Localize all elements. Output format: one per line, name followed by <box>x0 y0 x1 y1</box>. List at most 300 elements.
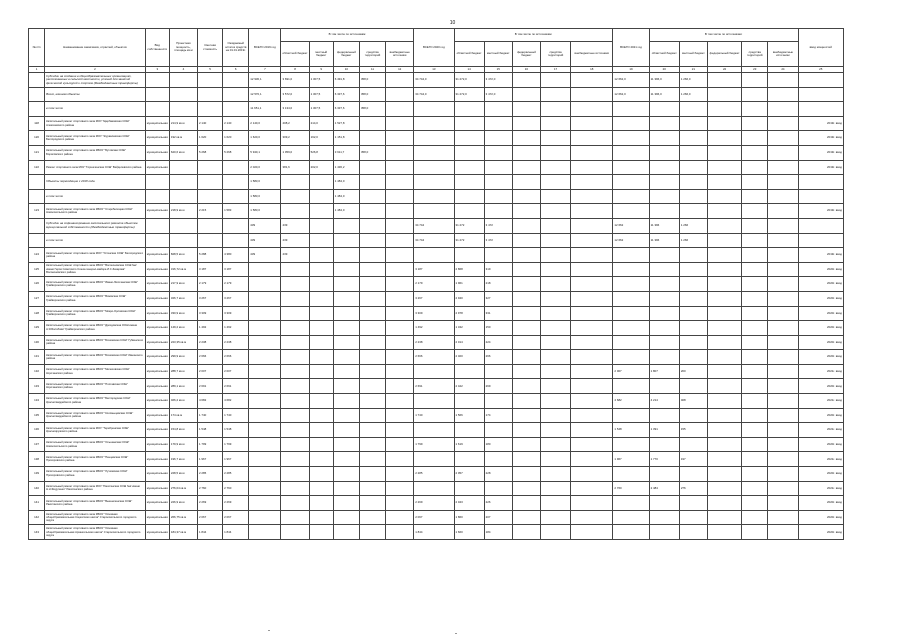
value-cell <box>679 379 707 394</box>
value-cell <box>454 364 484 379</box>
value-cell: 214,9 кв.м <box>169 116 197 131</box>
value-cell: 1 548 <box>198 423 223 438</box>
value-cell: 200 <box>679 364 707 379</box>
value-cell <box>359 277 385 292</box>
commission-cell: 2021г. ввод <box>798 394 843 409</box>
value-cell <box>223 218 249 233</box>
value-cell <box>249 291 281 306</box>
table-row <box>29 350 844 365</box>
group-2021-header: В том числе по источникам: <box>649 29 798 42</box>
object-name-cell: Капитальный ремонт спортивного зала МБОУ "Белгородская СОШ" Красногвардейского района <box>45 394 146 409</box>
value-cell <box>649 335 679 350</box>
col-num-header: № п/п <box>29 29 45 67</box>
value-cell <box>707 481 741 496</box>
value-cell: 1 799 <box>198 437 223 452</box>
value-cell <box>742 394 768 409</box>
value-cell <box>649 321 679 336</box>
value-cell <box>742 408 768 423</box>
value-cell: 2 691 <box>414 379 454 394</box>
ownership-cell: муниципальная <box>145 379 169 394</box>
object-name-cell: в том числе <box>45 102 146 117</box>
value-cell <box>679 408 707 423</box>
value-cell <box>281 481 309 496</box>
value-cell <box>386 277 414 292</box>
value-cell: 1 860 <box>454 510 484 525</box>
value-cell <box>768 496 798 511</box>
value-cell: 358,0 <box>359 73 385 88</box>
value-cell <box>571 467 613 482</box>
value-cell <box>742 525 768 540</box>
value-cell <box>309 335 333 350</box>
value-cell: 1 307,5 <box>309 73 333 88</box>
value-cell <box>613 131 649 146</box>
value-cell <box>386 496 414 511</box>
value-cell <box>707 291 741 306</box>
value-cell <box>540 364 570 379</box>
value-cell <box>333 437 359 452</box>
value-cell: 408,2 <box>281 116 309 131</box>
value-cell <box>414 204 454 219</box>
value-cell <box>571 73 613 88</box>
value-cell <box>386 248 414 263</box>
value-cell: 3 187 <box>414 262 454 277</box>
value-cell <box>679 321 707 336</box>
section-row <box>29 233 844 248</box>
value-cell: 155 <box>679 423 707 438</box>
object-name-cell: Капитальный ремонт спортивного зала МБОУ "Вышнепенская СОШ" Ракитянского района <box>45 496 146 511</box>
value-cell <box>249 379 281 394</box>
ownership-cell: муниципальная <box>145 350 169 365</box>
value-cell <box>386 87 414 102</box>
value-cell <box>359 437 385 452</box>
value-cell <box>281 262 309 277</box>
value-cell <box>249 423 281 438</box>
column-number-cell: 15 <box>484 67 512 73</box>
value-cell: 12 662 <box>613 233 649 248</box>
value-cell <box>571 496 613 511</box>
value-cell <box>359 481 385 496</box>
object-name-cell: Капитальный ремонт спортивного зала МБОУ "Ивано-Лисичанская СОШ" Грайворонского района <box>45 277 146 292</box>
value-cell <box>571 423 613 438</box>
value-cell <box>333 525 359 540</box>
value-cell <box>249 437 281 452</box>
value-cell <box>512 248 540 263</box>
value-cell <box>707 394 741 409</box>
value-cell: 439 <box>249 233 281 248</box>
commission-cell: 2020г. ввод <box>798 262 843 277</box>
value-cell: 2 215 <box>198 204 223 219</box>
value-cell: 4 682 <box>223 394 249 409</box>
ownership-cell: муниципальная <box>145 116 169 131</box>
value-cell <box>414 189 454 204</box>
value-cell <box>571 408 613 423</box>
value-cell <box>281 291 309 306</box>
value-cell <box>414 423 454 438</box>
ownership-cell: муниципальная <box>145 423 169 438</box>
value-cell <box>309 291 333 306</box>
value-cell <box>454 175 484 190</box>
value-cell <box>707 379 741 394</box>
value-cell: 309,2 <box>281 131 309 146</box>
value-cell <box>707 204 741 219</box>
row-number-cell: 129 <box>29 321 45 336</box>
value-cell <box>359 189 385 204</box>
value-cell <box>333 364 359 379</box>
value-cell: 1 799 <box>414 437 454 452</box>
value-cell: 439 <box>281 218 309 233</box>
ownership-cell: муниципальная <box>145 496 169 511</box>
value-cell <box>309 218 333 233</box>
value-cell <box>249 277 281 292</box>
table-row <box>29 481 844 496</box>
col-total-2019-header: ВСЕГО 2019 год <box>249 29 281 67</box>
value-cell <box>649 277 679 292</box>
value-cell: 2 238 <box>414 335 454 350</box>
value-cell: 3 309 <box>414 306 454 321</box>
value-cell: 1 059,0 <box>281 145 309 160</box>
value-cell <box>484 175 512 190</box>
value-cell <box>333 233 359 248</box>
value-cell: 2 760 <box>613 481 649 496</box>
commission-cell: 2020г. ввод <box>798 350 843 365</box>
value-cell <box>613 335 649 350</box>
value-cell <box>484 131 512 146</box>
value-cell <box>540 87 570 102</box>
value-cell: 276,04 кв.м <box>169 481 197 496</box>
value-cell <box>742 437 768 452</box>
page-number: 10 <box>449 20 456 26</box>
value-cell: 1 391 <box>649 423 679 438</box>
value-cell: 331 <box>484 306 512 321</box>
value-cell <box>454 116 484 131</box>
value-cell: 6 337,6 <box>333 87 359 102</box>
value-cell: 358,0 <box>359 145 385 160</box>
value-cell <box>768 423 798 438</box>
value-cell <box>540 408 570 423</box>
section-row <box>29 218 844 233</box>
value-cell: 330,9 кв.м <box>169 306 197 321</box>
value-cell: 6 337,6 <box>333 102 359 117</box>
value-cell <box>707 160 741 175</box>
value-cell <box>249 510 281 525</box>
value-cell: 2 760 <box>223 481 249 496</box>
value-cell <box>679 525 707 540</box>
column-number-cell: 18 <box>571 67 613 73</box>
value-cell: 2 400 <box>454 350 484 365</box>
value-cell: 358,0 <box>359 102 385 117</box>
ownership-cell <box>145 189 169 204</box>
value-cell <box>742 218 768 233</box>
value-cell: 1 660 <box>454 525 484 540</box>
value-cell <box>540 379 570 394</box>
value-cell <box>512 437 540 452</box>
value-cell <box>512 335 540 350</box>
value-cell <box>540 102 570 117</box>
section-row <box>29 175 844 190</box>
value-cell <box>613 175 649 190</box>
value-cell <box>386 481 414 496</box>
value-cell <box>707 496 741 511</box>
value-cell <box>613 467 649 482</box>
value-cell <box>613 437 649 452</box>
object-name-cell: Капитальный ремонт спортивного зала МОУ "Теребренская СОШ" Краснояружского района <box>45 423 146 438</box>
value-cell <box>309 248 333 263</box>
value-cell: 179,9 кв.м <box>169 437 197 452</box>
col-total-2021-header: ВСЕГО 2021 год <box>613 29 649 67</box>
budget-table <box>28 28 844 540</box>
value-cell: 319 <box>484 262 512 277</box>
value-cell <box>309 394 333 409</box>
value-cell <box>512 189 540 204</box>
value-cell <box>540 452 570 467</box>
commission-cell: 2020г. ввод <box>798 510 843 525</box>
ownership-cell: муниципальная <box>145 204 169 219</box>
ownership-cell: муниципальная <box>145 394 169 409</box>
ownership-cell: муниципальная <box>145 525 169 540</box>
value-cell <box>333 481 359 496</box>
value-cell <box>414 452 454 467</box>
value-cell <box>768 481 798 496</box>
group-2019-header: В том числе по источникам: <box>281 29 414 42</box>
value-cell: 1 620,0 <box>249 131 281 146</box>
value-cell: 1 527,8 <box>333 116 359 131</box>
value-cell <box>540 437 570 452</box>
object-name-cell: Капитальный ремонт спортивного зала МБОУ "Ольшанская ООШ" Новооскольского района <box>45 437 146 452</box>
value-cell <box>223 189 249 204</box>
value-cell <box>742 204 768 219</box>
value-cell <box>386 321 414 336</box>
value-cell <box>571 452 613 467</box>
value-cell: 226 <box>484 496 512 511</box>
value-cell <box>571 131 613 146</box>
commission-cell: 2020г. ввод <box>798 408 843 423</box>
value-cell <box>512 452 540 467</box>
ownership-cell: муниципальная <box>145 248 169 263</box>
value-cell <box>309 321 333 336</box>
column-number-cell: 21 <box>679 67 707 73</box>
value-cell <box>571 525 613 540</box>
table-row <box>29 394 844 409</box>
value-cell: 1 436,2 <box>333 160 359 175</box>
value-cell <box>540 335 570 350</box>
value-cell <box>359 510 385 525</box>
ownership-cell <box>145 233 169 248</box>
value-cell: 12 930,1 <box>249 73 281 88</box>
row-number-cell: 128 <box>29 306 45 321</box>
value-cell <box>359 321 385 336</box>
value-cell <box>540 510 570 525</box>
value-cell <box>768 116 798 131</box>
value-cell <box>414 394 454 409</box>
table-row <box>29 131 844 146</box>
ownership-cell: муниципальная <box>145 408 169 423</box>
commission-cell: 2020г. ввод <box>798 335 843 350</box>
value-cell <box>512 277 540 292</box>
value-cell <box>742 496 768 511</box>
value-cell: 192 кв.м <box>169 131 197 146</box>
value-cell <box>249 481 281 496</box>
value-cell: 439 <box>249 248 281 263</box>
object-name-cell: Капитальный ремонт спортивного зала МБОУ "Мелеховская СОШ" Корочанского района <box>45 364 146 379</box>
value-cell <box>768 394 798 409</box>
value-cell <box>333 379 359 394</box>
value-cell <box>707 277 741 292</box>
col-cost-header: Сметная стоимость <box>198 29 223 67</box>
section-row <box>29 73 844 88</box>
value-cell <box>454 423 484 438</box>
value-cell: 1 484,0 <box>333 175 359 190</box>
value-cell <box>707 102 741 117</box>
value-cell <box>742 262 768 277</box>
value-cell <box>281 204 309 219</box>
value-cell <box>571 364 613 379</box>
ownership-cell: муниципальная <box>145 364 169 379</box>
value-cell <box>386 394 414 409</box>
value-cell <box>649 350 679 365</box>
value-cell <box>649 102 679 117</box>
column-number-cell: 22 <box>707 67 741 73</box>
col-ownership-header: Вид собственности <box>145 29 169 67</box>
value-cell <box>540 218 570 233</box>
value-cell <box>679 189 707 204</box>
value-cell <box>707 364 741 379</box>
row-number-cell: 124 <box>29 248 45 263</box>
value-cell <box>309 467 333 482</box>
column-number-cell: 16 <box>512 67 540 73</box>
value-cell: 3 309 <box>198 306 223 321</box>
ownership-cell: муниципальная <box>145 291 169 306</box>
value-cell <box>281 277 309 292</box>
column-number-cell: 25 <box>798 67 843 73</box>
value-cell: 2 666 <box>198 350 223 365</box>
value-cell: 299,9 кв.м <box>169 350 197 365</box>
value-cell: 1 583,0 <box>249 189 281 204</box>
value-cell: 620,6 кв.м <box>169 145 197 160</box>
value-cell <box>540 131 570 146</box>
value-cell <box>309 306 333 321</box>
value-cell <box>359 408 385 423</box>
value-cell <box>512 73 540 88</box>
value-cell: 218 <box>484 277 512 292</box>
value-cell <box>512 364 540 379</box>
value-cell <box>742 145 768 160</box>
value-cell <box>649 131 679 146</box>
value-cell <box>386 437 414 452</box>
value-cell <box>707 189 741 204</box>
value-cell: 1 967 <box>613 452 649 467</box>
value-cell: 202,0 <box>309 160 333 175</box>
ownership-cell: муниципальная <box>145 467 169 482</box>
value-cell <box>359 467 385 482</box>
value-cell: 2 269 <box>414 496 454 511</box>
value-cell <box>333 423 359 438</box>
value-cell <box>198 218 223 233</box>
value-cell <box>454 394 484 409</box>
value-cell <box>359 525 385 540</box>
src-2021-header: областной бюджет <box>649 42 679 67</box>
value-cell: 34 744 <box>414 233 454 248</box>
ownership-cell <box>145 87 169 102</box>
value-cell <box>198 102 223 117</box>
value-cell <box>512 160 540 175</box>
ownership-cell: муниципальная <box>145 452 169 467</box>
value-cell: 1 620 <box>198 131 223 146</box>
scan-speck <box>268 630 270 631</box>
value-cell <box>333 394 359 409</box>
value-cell <box>613 525 649 540</box>
value-cell <box>707 510 741 525</box>
col-commission-header: ввод мощностей <box>798 29 843 67</box>
value-cell: 11 396 <box>649 233 679 248</box>
value-cell <box>414 145 454 160</box>
value-cell <box>768 175 798 190</box>
value-cell <box>359 131 385 146</box>
value-cell <box>707 145 741 160</box>
value-cell: 149,2 кв.м <box>169 321 197 336</box>
value-cell <box>512 131 540 146</box>
column-number-cell: 8 <box>281 67 309 73</box>
value-cell <box>169 102 197 117</box>
value-cell <box>613 204 649 219</box>
value-cell <box>198 189 223 204</box>
value-cell <box>571 248 613 263</box>
value-cell: 1 266,0 <box>679 87 707 102</box>
value-cell <box>540 73 570 88</box>
value-cell <box>768 102 798 117</box>
value-cell <box>512 87 540 102</box>
value-cell <box>742 277 768 292</box>
value-cell <box>309 233 333 248</box>
value-cell <box>768 277 798 292</box>
commission-cell: 2019г. ввод <box>798 131 843 146</box>
commission-cell: 2020г. ввод <box>798 496 843 511</box>
value-cell <box>386 160 414 175</box>
value-cell <box>333 510 359 525</box>
value-cell <box>386 408 414 423</box>
value-cell: 2 238 <box>223 335 249 350</box>
value-cell <box>512 321 540 336</box>
value-cell <box>249 335 281 350</box>
value-cell <box>512 102 540 117</box>
commission-cell: 2020г. ввод <box>798 379 843 394</box>
value-cell <box>679 262 707 277</box>
value-cell: 1 967 <box>198 452 223 467</box>
value-cell: 1 492 <box>414 321 454 336</box>
value-cell <box>742 321 768 336</box>
value-cell: 5 268 <box>223 145 249 160</box>
value-cell <box>386 306 414 321</box>
value-cell: 174 <box>484 408 512 423</box>
value-cell: 1 799 <box>223 437 249 452</box>
value-cell <box>540 291 570 306</box>
value-cell: 266,75 кв.м <box>169 510 197 525</box>
value-cell <box>454 481 484 496</box>
value-cell <box>707 116 741 131</box>
value-cell <box>571 437 613 452</box>
value-cell: 1 844 <box>198 525 223 540</box>
value-cell <box>768 248 798 263</box>
value-cell <box>281 350 309 365</box>
value-cell <box>359 423 385 438</box>
value-cell <box>768 321 798 336</box>
value-cell <box>613 379 649 394</box>
value-cell <box>333 262 359 277</box>
value-cell <box>512 423 540 438</box>
value-cell <box>359 306 385 321</box>
value-cell <box>571 233 613 248</box>
value-cell <box>742 175 768 190</box>
value-cell: 150 <box>484 321 512 336</box>
